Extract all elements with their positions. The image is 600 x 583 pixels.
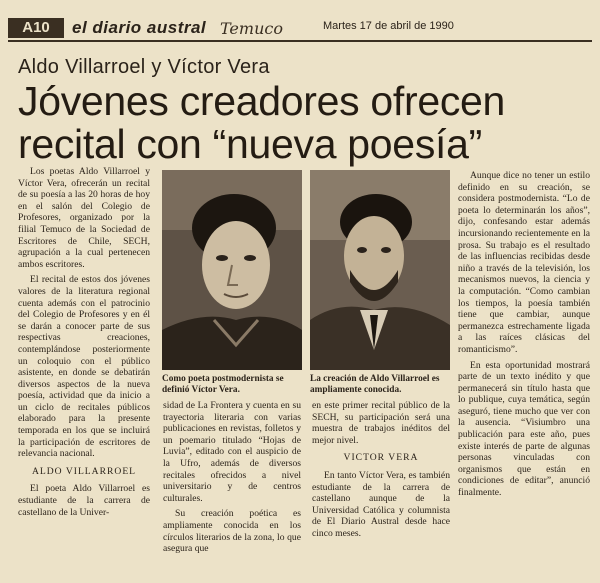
subheading-aldo: ALDO VILLARROEL xyxy=(31,465,137,477)
issue-date: Martes 17 de abril de 1990 xyxy=(323,20,454,32)
text-column-1 xyxy=(18,166,150,522)
photo-aldo-villarroel xyxy=(310,170,450,370)
portrait-illustration xyxy=(310,170,450,370)
text-column-4 xyxy=(458,170,590,503)
caption-aldo-villarroel: La creación de Aldo Villarroel es ampliamente conocida. xyxy=(310,374,440,395)
paragraph: Aunque dice no tener un estilo definido en su creación, se considera postmodernista. “Lo de poeta lo determinarán los años”, dijo, confesando estar además incursionando recientemente en la prosa. Su trabajo es el resultado de las influencias recibidas desde niño a través de la televisión, los mecanismos nuevos, la ciencia y la computación. “Como cambian los tiempos, la poesía también tiene que cambiar, aunque permanezca estrechamente ligada a las raíces clásicas del romanticismo”. xyxy=(458,170,590,355)
text-column-3 xyxy=(312,400,450,544)
handwritten-city-note: Temuco xyxy=(220,19,283,38)
paragraph: En esta oportunidad mostrará parte de un texto inédito y que permanecerá sin título hasta que lo publique, cuya temática, según aseguró, tiene mucho que ver con la ausencia. “Visiumbro una publicación para este año, pues existe interés de parte de algunas personas vinculadas con organismos que están en condiciones de editar”, anunció finalmente. xyxy=(458,359,590,499)
header-rule xyxy=(8,40,592,42)
headline-line-2: recital con “nueva poesía” xyxy=(18,121,482,167)
paragraph: sidad de La Frontera y cuenta en su trayectoria literaria con varias publicaciones en revistas, folletos y un poemario titulado “Hojas de Luvia”, editado con el auspicio de la Ufro, además de diversos recitales ofrecidos a nivel universitario y de centros culturales. xyxy=(163,400,301,504)
subheading-victor: VICTOR VERA xyxy=(343,452,419,464)
caption-victor-vera: Como poeta postmodernista se definió Víctor Vera. xyxy=(162,374,284,395)
portrait-illustration xyxy=(162,170,302,370)
photo-victor-vera xyxy=(162,170,302,370)
paragraph: En tanto Víctor Vera, es también estudiante de la carrera de castellano aunque de la Universidad Católica y columnista de El Diario Austral desde hace cinco meses. xyxy=(312,469,450,539)
paragraph: en este primer recital público de la SECH, su participación será una muestra de trabajos inéditos del mejor nivel. xyxy=(312,400,450,446)
text-column-2 xyxy=(163,400,301,559)
article-headline xyxy=(18,80,588,166)
paragraph: El recital de estos dos jóvenes valores de la literatura regional cuenta además con el patrocinio del Colegio de Profesores y en él se darán a conocer parte de sus respectivas creaciones, contemplándose posteriormente un coloquio con el público asistente, en donde se debatirán diversos aspectos de la nueva poesía, actividad que da inicio a un ciclo de recitales públicos elaborado para la presente temporada en los que se incluirá la participación de escritores de relevancia nacional. xyxy=(18,274,150,460)
paragraph: El poeta Aldo Villarroel es estudiante de la carrera de castellano de la Univer- xyxy=(18,483,150,518)
headline-line-1: Jóvenes creadores ofrecen xyxy=(18,78,506,124)
newspaper-name: el diario austral xyxy=(72,18,207,37)
article-kicker: Aldo Villarroel y Víctor Vera xyxy=(18,56,270,78)
page-header xyxy=(8,18,592,40)
paragraph: Su creación poética es ampliamente conocida en los círculos literarios de la zona, lo que asegura que xyxy=(163,508,301,555)
page-number: A10 xyxy=(8,18,64,38)
paragraph: Los poetas Aldo Villarroel y Víctor Vera, ofrecerán un recital de su poesía a las 20 horas de hoy en el salón del Colegio de Profesores, organizado por la filial Temuco de la Sociedad de Escritores de Chile, SECH, agrupación a la cual pertenecen ambos escritores. xyxy=(18,166,150,270)
